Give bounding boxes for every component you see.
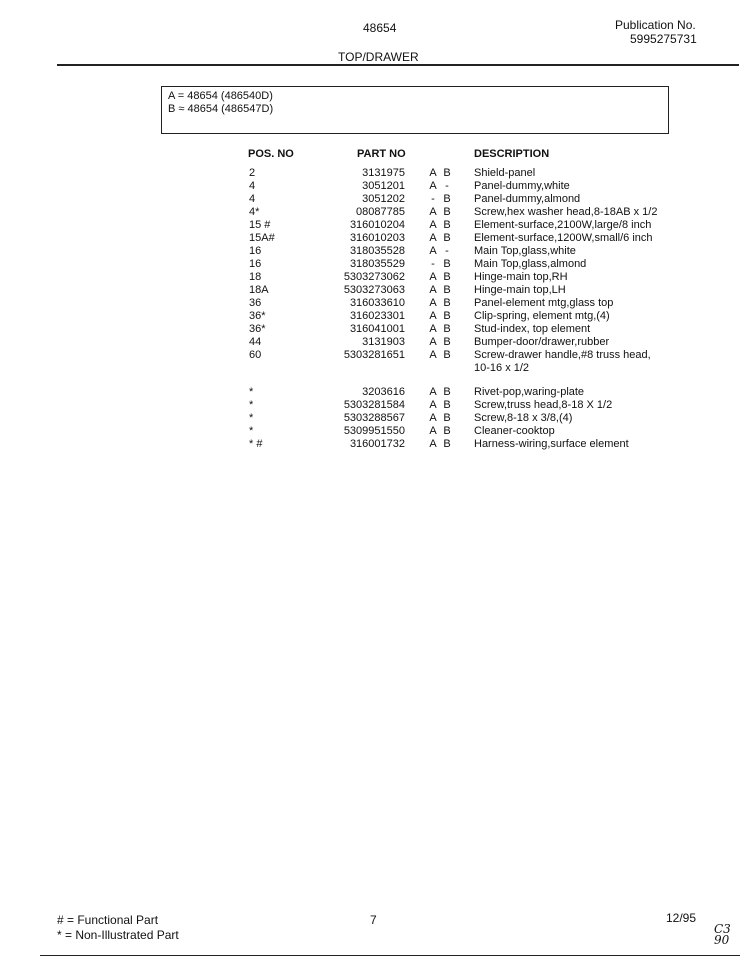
- pos-no: 4: [249, 180, 256, 192]
- variant-b-flag: B: [443, 386, 451, 398]
- pos-no: 16: [249, 258, 262, 270]
- part-no: 3203616: [362, 386, 405, 398]
- part-no: 316010204: [349, 219, 405, 231]
- publication-label: Publication No.: [615, 18, 696, 32]
- part-no: 5303288567: [343, 412, 405, 424]
- variant-a-flag: A: [429, 271, 437, 283]
- part-no: 3051202: [362, 193, 405, 205]
- table-row: [0, 310, 750, 323]
- variant-a-flag: A: [429, 438, 437, 450]
- description: Screw,truss head,8-18 X 1/2: [474, 399, 613, 411]
- description: Element-surface,2100W,large/8 inch: [474, 219, 652, 231]
- pos-no: 44: [249, 336, 262, 348]
- pos-no: 4: [249, 193, 256, 205]
- table-row: [0, 399, 750, 412]
- part-no: 318035528: [349, 245, 405, 257]
- variant-a-flag: -: [431, 193, 435, 205]
- part-no: 316023301: [349, 310, 405, 322]
- variant-a-flag: A: [429, 180, 437, 192]
- table-row: [0, 362, 750, 375]
- variant-a-flag: A: [429, 206, 437, 218]
- table-row: [0, 297, 750, 310]
- pos-no: 36*: [249, 323, 266, 335]
- pos-no: 2: [249, 167, 256, 179]
- variant-b-flag: B: [443, 349, 451, 361]
- pos-no: *: [249, 399, 254, 411]
- variant-legend-box: [161, 86, 669, 134]
- pos-no: 15 #: [249, 219, 271, 231]
- table-row: [0, 349, 750, 362]
- variant-b-flag: B: [443, 232, 451, 244]
- pos-no: *: [249, 425, 254, 437]
- pos-no: *: [249, 412, 254, 424]
- variant-b-flag: B: [443, 323, 451, 335]
- part-no: 3051201: [362, 180, 405, 192]
- variant-a-flag: A: [429, 310, 437, 322]
- description: Panel-dummy,almond: [474, 193, 581, 205]
- variant-b-flag: B: [443, 425, 451, 437]
- part-no: 3131975: [362, 167, 405, 179]
- table-row: [0, 219, 750, 232]
- column-header-part-no: PART NO: [357, 148, 406, 160]
- variant-b-flag: B: [443, 258, 451, 270]
- variant-a-flag: -: [431, 258, 435, 270]
- description: Main Top,glass,white: [474, 245, 576, 257]
- part-no: 316041001: [349, 323, 405, 335]
- table-row: [0, 271, 750, 284]
- pos-no: * #: [249, 438, 263, 450]
- description: Clip-spring, element mtg,(4): [474, 310, 610, 322]
- variant-a-flag: A: [429, 386, 437, 398]
- description: Screw,8-18 x 3/8,(4): [474, 412, 573, 424]
- variant-b-flag: B: [443, 206, 451, 218]
- header-rule: [57, 64, 739, 66]
- legend-non-illustrated-part: * = Non-Illustrated Part: [57, 928, 179, 942]
- page-number: 7: [370, 913, 377, 927]
- variant-b-flag: B: [443, 310, 451, 322]
- description: Cleaner-cooktop: [474, 425, 555, 437]
- table-row: [0, 323, 750, 336]
- table-row: [0, 386, 750, 399]
- description: Panel-dummy,white: [474, 180, 570, 192]
- variant-a-flag: A: [429, 412, 437, 424]
- variant-b-flag: -: [445, 180, 449, 192]
- pos-no: 15A#: [249, 232, 275, 244]
- variant-b-flag: -: [445, 245, 449, 257]
- variant-a-flag: A: [429, 297, 437, 309]
- variant-b-flag: B: [443, 193, 451, 205]
- table-row: [0, 245, 750, 258]
- description: 10-16 x 1/2: [474, 362, 530, 374]
- part-no: 316010203: [349, 232, 405, 244]
- variant-b-flag: B: [443, 412, 451, 424]
- variant-b-flag: B: [443, 399, 451, 411]
- stamp-line-1: C3: [714, 922, 731, 936]
- description: Hinge-main top,LH: [474, 284, 566, 296]
- description: Rivet-pop,waring-plate: [474, 386, 585, 398]
- pos-no: 36*: [249, 310, 266, 322]
- part-no: 5303281584: [343, 399, 405, 411]
- variant-a-flag: A: [429, 399, 437, 411]
- description: Stud-index, top element: [474, 323, 591, 335]
- variant-b-flag: B: [443, 271, 451, 283]
- table-row: [0, 180, 750, 193]
- table-row: [0, 206, 750, 219]
- table-row: [0, 232, 750, 245]
- description: Harness-wiring,surface element: [474, 438, 629, 450]
- pos-no: 16: [249, 245, 262, 257]
- part-no: 08087785: [356, 206, 405, 218]
- pos-no: 18: [249, 271, 262, 283]
- pos-no: 4*: [249, 206, 260, 218]
- part-no: 5303281651: [343, 349, 405, 361]
- section-title: TOP/DRAWER: [338, 50, 419, 64]
- table-row: [0, 284, 750, 297]
- column-header-description: DESCRIPTION: [474, 148, 550, 160]
- pos-no: 18A: [249, 284, 269, 296]
- description: Screw-drawer handle,#8 truss head,: [474, 349, 651, 361]
- handwritten-stamp: [714, 924, 731, 946]
- variant-a-flag: A: [429, 284, 437, 296]
- variant-b-flag: B: [443, 219, 451, 231]
- table-row: [0, 193, 750, 206]
- table-row: [0, 425, 750, 438]
- variant-b-flag: B: [443, 284, 451, 296]
- description: Element-surface,1200W,small/6 inch: [474, 232, 653, 244]
- column-header-pos-no: POS. NO: [248, 148, 294, 160]
- revision-date: 12/95: [666, 911, 697, 925]
- part-no: 3131903: [362, 336, 405, 348]
- pos-no: 36: [249, 297, 262, 309]
- variant-b-flag: B: [443, 336, 451, 348]
- variant-a-flag: A: [429, 323, 437, 335]
- legend-functional-part: # = Functional Part: [57, 913, 159, 927]
- description: Shield-panel: [474, 167, 536, 179]
- variant-a-flag: A: [429, 336, 437, 348]
- variant-a-flag: A: [429, 219, 437, 231]
- table-row: [0, 438, 750, 451]
- variant-b-flag: B: [443, 167, 451, 179]
- part-no: 5303273062: [343, 271, 405, 283]
- part-no: 5309951550: [343, 425, 405, 437]
- footer-rule: [40, 955, 740, 956]
- pos-no: *: [249, 386, 254, 398]
- variant-b-flag: B: [443, 438, 451, 450]
- variant-a-flag: A: [429, 425, 437, 437]
- description: Main Top,glass,almond: [474, 258, 587, 270]
- variant-a: A = 48654 (486540D): [168, 90, 273, 102]
- part-no: 316033610: [349, 297, 405, 309]
- description: Panel-element mtg,glass top: [474, 297, 614, 309]
- description: Bumper-door/drawer,rubber: [474, 336, 610, 348]
- description: Hinge-main top,RH: [474, 271, 568, 283]
- variant-b: B ≈ 48654 (486547D): [168, 103, 274, 115]
- table-row: [0, 167, 750, 180]
- variant-a-flag: A: [429, 349, 437, 361]
- model-number: 48654: [363, 21, 397, 35]
- part-no: 5303273063: [343, 284, 405, 296]
- pos-no: 60: [249, 349, 262, 361]
- table-row: [0, 412, 750, 425]
- variant-b-flag: B: [443, 297, 451, 309]
- variant-a-flag: A: [429, 167, 437, 179]
- variant-a-flag: A: [429, 232, 437, 244]
- publication-number: 5995275731: [630, 32, 697, 46]
- table-row: [0, 336, 750, 349]
- stamp-line-2: 90: [714, 933, 730, 947]
- part-no: 316001732: [349, 438, 405, 450]
- description: Screw,hex washer head,8-18AB x 1/2: [474, 206, 658, 218]
- table-row: [0, 258, 750, 271]
- variant-a-flag: A: [429, 245, 437, 257]
- part-no: 318035529: [349, 258, 405, 270]
